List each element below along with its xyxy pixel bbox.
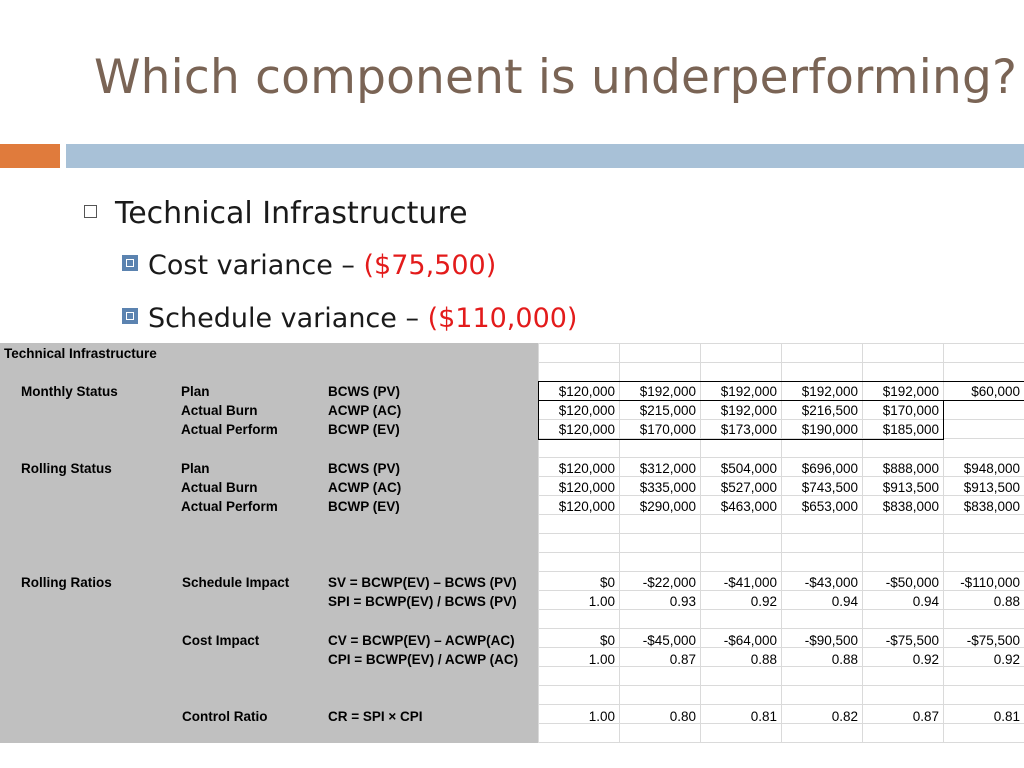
value-cell: 1.00 (588, 652, 615, 667)
value-cell: $120,000 (558, 480, 615, 495)
value-cell: 0.88 (831, 652, 858, 667)
value-cell: $888,000 (882, 461, 939, 476)
bullet-schedule-variance (122, 303, 577, 334)
value-cell: $913,500 (963, 480, 1020, 495)
value-cell: $215,000 (639, 403, 696, 418)
value-cell: 1.00 (588, 709, 615, 724)
formula-label: BCWS (PV) (328, 461, 400, 476)
sheet-header: Technical Infrastructure (4, 346, 157, 361)
formula-label: CPI = BCWP(EV) / ACWP (AC) (328, 652, 519, 667)
category-label: Cost Impact (182, 633, 260, 648)
value-cell: 0.92 (993, 652, 1020, 667)
value-cell: $170,000 (639, 422, 696, 437)
formula-label: ACWP (AC) (328, 403, 402, 418)
value-cell: -$45,000 (642, 633, 696, 648)
gridline-horizontal (538, 571, 1024, 572)
category-label: Plan (181, 461, 210, 476)
gridline-horizontal (538, 552, 1024, 553)
value-cell: 0.80 (669, 709, 696, 724)
group-label: Rolling Ratios (21, 575, 112, 590)
value-cell: $120,000 (558, 461, 615, 476)
value-cell: $185,000 (882, 422, 939, 437)
value-cell: 0.82 (831, 709, 858, 724)
value-cell: $0 (599, 575, 615, 590)
value-cell: -$75,500 (885, 633, 939, 648)
value-cell: $192,000 (720, 384, 777, 399)
gridline-horizontal (538, 362, 1024, 363)
value-cell: $696,000 (801, 461, 858, 476)
value-cell: $913,500 (882, 480, 939, 495)
schedule-variance-label: Schedule variance – (148, 303, 428, 334)
value-cell: $463,000 (720, 499, 777, 514)
gridline-horizontal (538, 343, 1024, 344)
value-cell: $60,000 (971, 384, 1020, 399)
category-label: Actual Burn (181, 403, 258, 418)
value-cell: $190,000 (801, 422, 858, 437)
category-label: Plan (181, 384, 210, 399)
value-cell: 0.92 (912, 652, 939, 667)
formula-label: SPI = BCWP(EV) / BCWS (PV) (328, 594, 517, 609)
value-cell: -$75,500 (966, 633, 1020, 648)
value-cell: $948,000 (963, 461, 1020, 476)
gridline-horizontal (538, 533, 1024, 534)
cost-variance-value: ($75,500) (363, 250, 497, 281)
value-cell: $653,000 (801, 499, 858, 514)
formula-label: BCWP (EV) (328, 422, 400, 437)
category-label: Actual Burn (181, 480, 258, 495)
value-cell: -$90,500 (804, 633, 858, 648)
value-cell: $192,000 (801, 384, 858, 399)
schedule-variance-value: ($110,000) (427, 303, 578, 334)
value-cell: 0.94 (912, 594, 939, 609)
actual-rows-border (538, 400, 944, 440)
value-cell: $120,000 (558, 422, 615, 437)
value-cell: $170,000 (882, 403, 939, 418)
value-cell: $192,000 (720, 403, 777, 418)
plan-row-border (538, 381, 1024, 401)
formula-label: CR = SPI × CPI (328, 709, 423, 724)
value-cell: $0 (599, 633, 615, 648)
value-cell: 0.88 (993, 594, 1020, 609)
value-cell: $120,000 (558, 403, 615, 418)
value-cell: $335,000 (639, 480, 696, 495)
value-cell: $173,000 (720, 422, 777, 437)
value-cell: $216,500 (801, 403, 858, 418)
category-label: Actual Perform (181, 499, 278, 514)
spreadsheet-label-area (0, 343, 538, 743)
square-bullet-icon (122, 308, 138, 324)
formula-label: BCWS (PV) (328, 384, 400, 399)
value-cell: -$43,000 (804, 575, 858, 590)
category-label: Actual Perform (181, 422, 278, 437)
value-cell: $120,000 (558, 499, 615, 514)
value-cell: $312,000 (639, 461, 696, 476)
value-cell: 0.88 (750, 652, 777, 667)
value-cell: $838,000 (882, 499, 939, 514)
gridline-horizontal (538, 457, 1024, 458)
value-cell: $527,000 (720, 480, 777, 495)
formula-label: SV = BCWP(EV) – BCWS (PV) (328, 575, 517, 590)
value-cell: 0.87 (669, 652, 696, 667)
value-cell: $504,000 (720, 461, 777, 476)
value-cell: 0.94 (831, 594, 858, 609)
group-label: Rolling Status (21, 461, 112, 476)
value-cell: 0.81 (750, 709, 777, 724)
title-accent-bar-orange (0, 144, 60, 168)
cost-variance-label: Cost variance – (148, 250, 364, 281)
category-label: Control Ratio (182, 709, 268, 724)
value-cell: 0.93 (669, 594, 696, 609)
slide-title: Which component is underperforming? (94, 50, 1018, 105)
square-bullet-icon (122, 255, 138, 271)
value-cell: $192,000 (882, 384, 939, 399)
value-cell: -$41,000 (723, 575, 777, 590)
value-cell: 0.87 (912, 709, 939, 724)
formula-label: BCWP (EV) (328, 499, 400, 514)
value-cell: 0.81 (993, 709, 1020, 724)
value-cell: $192,000 (639, 384, 696, 399)
gridline-horizontal (538, 704, 1024, 705)
gridline-horizontal (538, 685, 1024, 686)
title-accent-bar-blue (66, 144, 1024, 168)
value-cell: $290,000 (639, 499, 696, 514)
value-cell: -$110,000 (960, 575, 1020, 590)
gridline-horizontal (538, 742, 1024, 743)
bullet-technical-infrastructure (84, 196, 468, 231)
value-cell: 1.00 (588, 594, 615, 609)
spreadsheet-evm-table (0, 343, 1024, 743)
value-cell: $838,000 (963, 499, 1020, 514)
formula-label: ACWP (AC) (328, 480, 402, 495)
bullet-cost-variance (122, 250, 496, 281)
value-cell: -$64,000 (723, 633, 777, 648)
gridline-horizontal (538, 628, 1024, 629)
bullet-text: Technical Infrastructure (115, 196, 468, 231)
value-cell: -$22,000 (642, 575, 696, 590)
hollow-square-bullet-icon (84, 205, 97, 218)
value-cell: $743,500 (801, 480, 858, 495)
value-cell: 0.92 (750, 594, 777, 609)
value-cell: $120,000 (558, 384, 615, 399)
category-label: Schedule Impact (182, 575, 290, 590)
value-cell: -$50,000 (885, 575, 939, 590)
formula-label: CV = BCWP(EV) – ACWP(AC) (328, 633, 515, 648)
group-label: Monthly Status (21, 384, 118, 399)
